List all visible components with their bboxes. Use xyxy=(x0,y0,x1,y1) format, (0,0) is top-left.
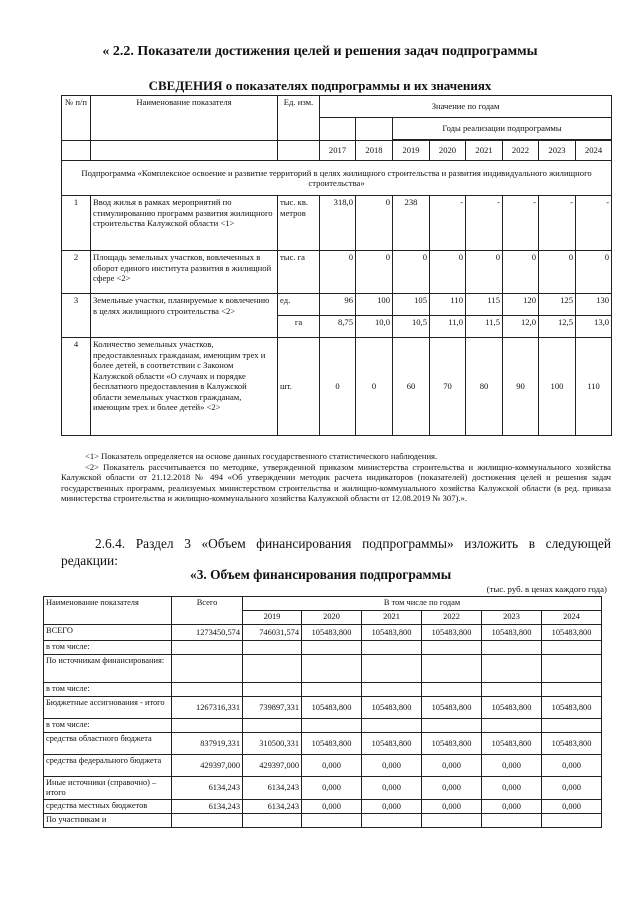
amount-cell xyxy=(422,683,482,697)
amount-cell: 105483,800 xyxy=(482,697,542,719)
amount-cell xyxy=(362,655,422,683)
value-cell: 125 xyxy=(539,294,576,316)
amount-cell xyxy=(422,814,482,828)
financing-table xyxy=(43,596,602,828)
financing-row xyxy=(44,683,602,697)
value-cell: 120 xyxy=(503,294,539,316)
amount-cell: 0,000 xyxy=(362,800,422,814)
year-header: 2018 xyxy=(356,141,393,161)
amount-cell xyxy=(482,719,542,733)
amount-cell: 0,000 xyxy=(482,800,542,814)
amount-cell xyxy=(542,683,602,697)
amount-cell: 0,000 xyxy=(542,800,602,814)
value-cell: 100 xyxy=(539,338,576,436)
amount-cell: 429397,000 xyxy=(243,755,302,777)
value-cell: 60 xyxy=(393,338,430,436)
financing-row xyxy=(44,814,602,828)
amount-cell: 0,000 xyxy=(542,777,602,800)
amount-cell: 0,000 xyxy=(482,755,542,777)
value-cell: - xyxy=(466,196,503,251)
row-label: в том числе: xyxy=(44,641,172,655)
footnotes xyxy=(61,451,611,504)
amount-cell: 105483,800 xyxy=(362,733,422,755)
value-cell: 0 xyxy=(356,251,393,294)
value-cell: 0 xyxy=(393,251,430,294)
row-label: в том числе: xyxy=(44,719,172,733)
amount-cell: 105483,800 xyxy=(542,733,602,755)
value-cell: 10,0 xyxy=(356,316,393,338)
amendment-paragraph: 2.6.4. Раздел 3 «Объем финансирования подпрограммы» изложить в следующей редакции: xyxy=(61,536,611,568)
value-cell: 13,0 xyxy=(576,316,612,338)
total-cell xyxy=(172,814,243,828)
year-header: 2024 xyxy=(542,611,602,625)
amount-cell: 105483,800 xyxy=(302,697,362,719)
value-cell: 12,5 xyxy=(539,316,576,338)
amount-cell: 0,000 xyxy=(362,777,422,800)
row-label: в том числе: xyxy=(44,683,172,697)
amount-cell xyxy=(243,814,302,828)
amount-cell xyxy=(362,814,422,828)
value-cell: 70 xyxy=(430,338,466,436)
footnote-2: <2> Показатель рассчитывается по методике, утвержденной приказом министерства строительства и жилищно-коммунального хозяйства Калужской области от 21.12.2018 № 494 «Об утверждении методик расчета индикаторов (показателей) достижения целей и решения задач государственных программ, реализуемых министерством строительства и жилищно-коммунального хозяйства Калужской области (в ред. приказа министерства строительства и жилищно-коммунального хозяйства Калужской области от 12.08.2019 № 307).». xyxy=(61,461,611,504)
amount-cell: 0,000 xyxy=(302,777,362,800)
amount-cell: 0,000 xyxy=(422,755,482,777)
value-cell: - xyxy=(430,196,466,251)
year-header: 2023 xyxy=(482,611,542,625)
total-cell: 1273450,574 xyxy=(172,625,243,641)
amount-cell: 739897,331 xyxy=(243,697,302,719)
amount-cell: 0,000 xyxy=(302,755,362,777)
value-cell: 8,75 xyxy=(320,316,356,338)
amount-cell xyxy=(302,655,362,683)
row-num: 2 xyxy=(62,251,91,294)
header-by-year: В том числе по годам xyxy=(243,597,602,611)
value-cell: 0 xyxy=(466,251,503,294)
year-header: 2023 xyxy=(539,141,576,161)
total-cell xyxy=(172,719,243,733)
indicator-unit: тыс. кв. метров xyxy=(278,196,320,251)
indicator-name: Ввод жилья в рамках мероприятий по стимулированию программ развития жилищного строительства Калужской области <1> xyxy=(91,196,278,251)
value-cell: 0 xyxy=(356,196,393,251)
table2-title: «3. Объем финансирования подпрограммы xyxy=(190,567,452,582)
amount-cell xyxy=(302,814,362,828)
amount-cell xyxy=(243,655,302,683)
financing-row xyxy=(44,641,602,655)
value-cell: 0 xyxy=(320,251,356,294)
amount-cell: 105483,800 xyxy=(302,625,362,641)
amount-cell xyxy=(243,641,302,655)
amount-cell xyxy=(362,641,422,655)
year-header: 2022 xyxy=(422,611,482,625)
value-cell: 96 xyxy=(320,294,356,316)
year-header: 2019 xyxy=(243,611,302,625)
amount-cell: 105483,800 xyxy=(422,733,482,755)
financing-row xyxy=(44,733,602,755)
amount-cell: 105483,800 xyxy=(482,625,542,641)
total-cell: 837919,331 xyxy=(172,733,243,755)
amount-cell: 0,000 xyxy=(302,800,362,814)
value-cell: 238 xyxy=(393,196,430,251)
amount-cell xyxy=(302,641,362,655)
value-cell: 90 xyxy=(503,338,539,436)
value-cell: 12,0 xyxy=(503,316,539,338)
indicator-unit: тыс. га xyxy=(278,251,320,294)
year-header: 2017 xyxy=(320,141,356,161)
financing-row xyxy=(44,719,602,733)
amount-cell: 105483,800 xyxy=(482,733,542,755)
row-label: Иные источники (справочно) – итого xyxy=(44,777,172,800)
amount-cell: 105483,800 xyxy=(542,625,602,641)
row-label: По участникам и xyxy=(44,814,172,828)
indicator-name: Земельные участки, планируемые к вовлечению в целях жилищного строительства <2> xyxy=(91,294,278,338)
header-unit: Ед. изм. xyxy=(278,96,320,141)
amount-cell xyxy=(302,719,362,733)
amount-cell xyxy=(542,655,602,683)
indicator-name: Количество земельных участков, предоставленных гражданам, имеющим трех и более детей, в соответствии с Законом Калужской области «О случаях и порядке бесплатного предоставления в Калужской области земельных участков гражданам, имеющим трех и более детей» <2> xyxy=(91,338,278,436)
amount-cell: 0,000 xyxy=(422,800,482,814)
amount-cell xyxy=(243,683,302,697)
total-cell: 429397,000 xyxy=(172,755,243,777)
header-values-by-year: Значение по годам xyxy=(320,96,612,118)
total-cell: 1267316,331 xyxy=(172,697,243,719)
value-cell: 0 xyxy=(576,251,612,294)
row-num: 3 xyxy=(62,294,91,338)
amount-cell xyxy=(362,683,422,697)
amount-cell xyxy=(542,719,602,733)
amount-cell: 105483,800 xyxy=(542,697,602,719)
section-title: « 2.2. Показатели достижения целей и решения задач подпрограммы xyxy=(102,44,538,59)
amount-cell: 0,000 xyxy=(542,755,602,777)
row-label: Бюджетные ассигнования - итого xyxy=(44,697,172,719)
total-cell: 6134,243 xyxy=(172,777,243,800)
value-cell: - xyxy=(539,196,576,251)
indicator-unit: шт. xyxy=(278,338,320,436)
value-cell: 10,5 xyxy=(393,316,430,338)
amount-cell xyxy=(542,641,602,655)
total-cell: 6134,243 xyxy=(172,800,243,814)
amount-cell: 310500,331 xyxy=(243,733,302,755)
value-cell: 11,0 xyxy=(430,316,466,338)
year-header: 2021 xyxy=(466,141,503,161)
value-cell: - xyxy=(503,196,539,251)
row-label: средства федерального бюджета xyxy=(44,755,172,777)
amount-cell: 105483,800 xyxy=(302,733,362,755)
financing-row xyxy=(44,697,602,719)
value-cell: 110 xyxy=(576,338,612,436)
year-header: 2020 xyxy=(302,611,362,625)
value-cell: 318,0 xyxy=(320,196,356,251)
total-cell xyxy=(172,655,243,683)
row-num: 4 xyxy=(62,338,91,436)
financing-row xyxy=(44,655,602,683)
amount-cell xyxy=(362,719,422,733)
indicator-name: Площадь земельных участков, вовлеченных в оборот единого института развития в жилищной сфере <2> xyxy=(91,251,278,294)
footnote-1: <1> Показатель определяется на основе данных государственного статистического наблюдения. xyxy=(85,451,438,461)
amount-cell xyxy=(482,655,542,683)
indicator-unit: ед. xyxy=(278,294,320,316)
header-impl-years: Годы реализации подпрограммы xyxy=(393,118,612,140)
amount-cell: 105483,800 xyxy=(422,697,482,719)
row-label: средства областного бюджета xyxy=(44,733,172,755)
value-cell: 100 xyxy=(356,294,393,316)
amount-cell: 0,000 xyxy=(482,777,542,800)
value-cell: 80 xyxy=(466,338,503,436)
header-name: Наименование показателя xyxy=(91,96,278,141)
header-indicator-name: Наименование показателя xyxy=(44,597,172,625)
year-header: 2021 xyxy=(362,611,422,625)
value-cell: - xyxy=(576,196,612,251)
amount-cell: 105483,800 xyxy=(362,625,422,641)
amount-cell xyxy=(243,719,302,733)
amount-cell xyxy=(422,655,482,683)
value-cell: 105 xyxy=(393,294,430,316)
indicators-table xyxy=(61,95,612,436)
amount-cell: 746031,574 xyxy=(243,625,302,641)
financing-row xyxy=(44,755,602,777)
subprogram-row: Подпрограмма «Комплексное освоение и развитие территорий в целях жилищного строительства и развития индивидуального жилищного строительства» xyxy=(62,161,612,196)
header-total: Всего xyxy=(172,597,243,625)
amount-cell: 0,000 xyxy=(422,777,482,800)
row-num: 1 xyxy=(62,196,91,251)
value-cell: 0 xyxy=(503,251,539,294)
table1-title: СВЕДЕНИЯ о показателях подпрограммы и их значениях xyxy=(148,78,492,93)
amount-cell xyxy=(422,719,482,733)
amount-cell: 6134,243 xyxy=(243,800,302,814)
amount-cell xyxy=(482,641,542,655)
value-cell: 11,5 xyxy=(466,316,503,338)
value-cell: 110 xyxy=(430,294,466,316)
amount-cell xyxy=(422,641,482,655)
value-cell: 115 xyxy=(466,294,503,316)
amount-cell: 0,000 xyxy=(362,755,422,777)
amount-cell: 105483,800 xyxy=(362,697,422,719)
total-cell xyxy=(172,683,243,697)
amount-cell xyxy=(482,683,542,697)
value-cell: 130 xyxy=(576,294,612,316)
financing-row xyxy=(44,777,602,800)
value-cell: 0 xyxy=(356,338,393,436)
amount-cell xyxy=(482,814,542,828)
row-label: средства местных бюджетов xyxy=(44,800,172,814)
year-header: 2024 xyxy=(576,141,612,161)
amount-cell: 105483,800 xyxy=(422,625,482,641)
unit-note: (тыс. руб. в ценах каждого года) xyxy=(486,584,607,594)
indicator-unit-2: га xyxy=(278,316,320,338)
amount-cell xyxy=(302,683,362,697)
amount-cell xyxy=(542,814,602,828)
value-cell: 0 xyxy=(320,338,356,436)
value-cell: 0 xyxy=(430,251,466,294)
header-num: № п/п xyxy=(62,96,91,141)
amount-cell: 6134,243 xyxy=(243,777,302,800)
year-header: 2020 xyxy=(430,141,466,161)
total-cell xyxy=(172,641,243,655)
row-label: ВСЕГО xyxy=(44,625,172,641)
financing-row xyxy=(44,625,602,641)
row-label: По источникам финансирования: xyxy=(44,655,172,683)
year-header: 2019 xyxy=(393,141,430,161)
year-header: 2022 xyxy=(503,141,539,161)
value-cell: 0 xyxy=(539,251,576,294)
financing-row xyxy=(44,800,602,814)
